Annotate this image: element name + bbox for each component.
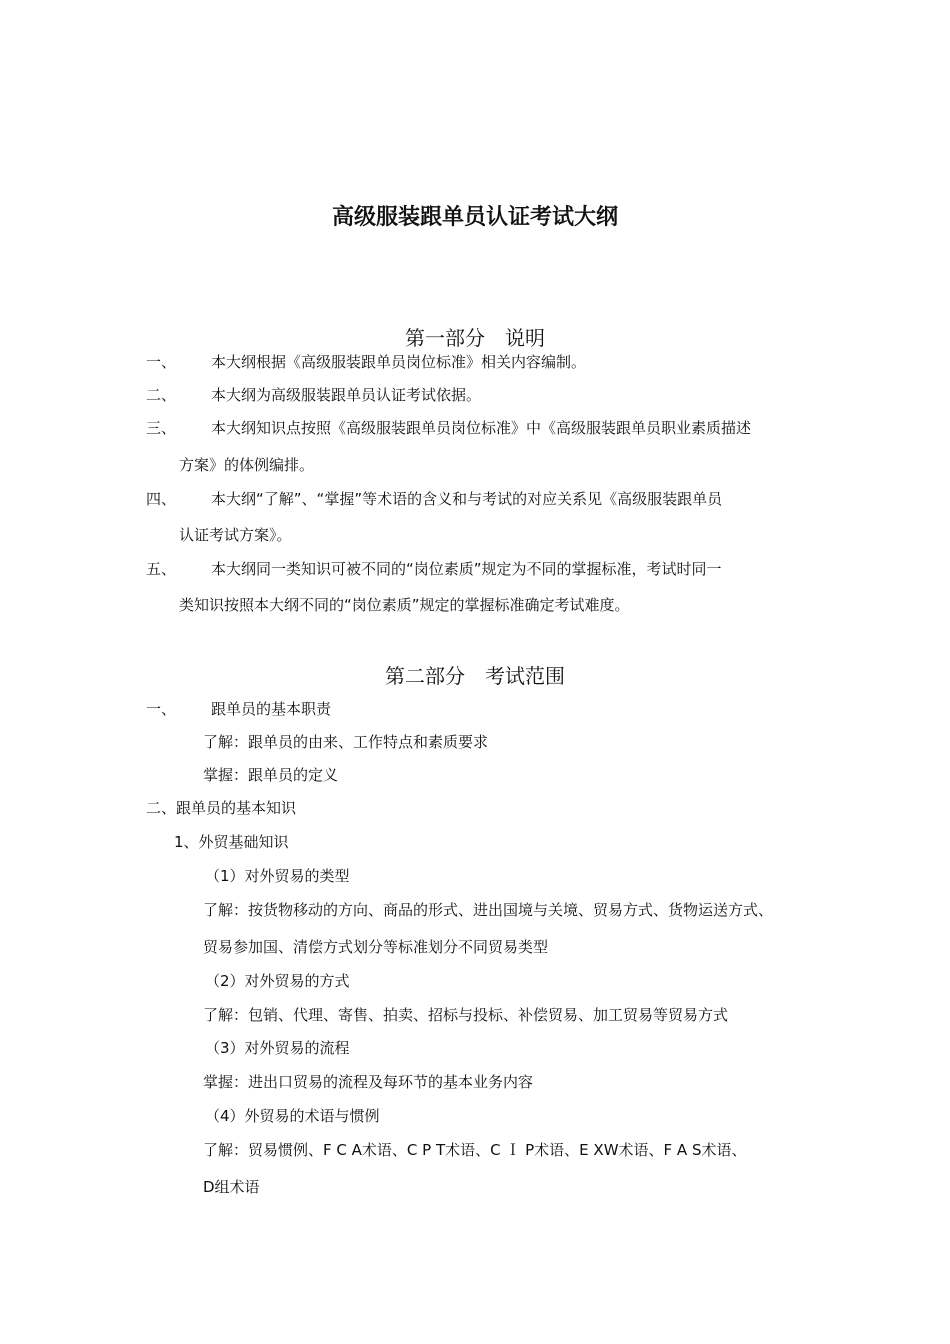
sub2-text-line1: 了解：包销、代理、寄售、拍卖、招标与投标、补偿贸易、加工贸易等贸易方式 <box>203 1006 729 1024</box>
document-title: 高级服装跟单员认证考试大纲 <box>331 205 618 230</box>
part1-item4-number: 四、 <box>146 490 177 508</box>
part1-item4-text-line1: 本大纲“了解”、“掌握”等术语的含义和与考试的对应关系见《高级服装跟单员 <box>211 490 723 508</box>
part1-item2-text: 本大纲为高级服装跟单员认证考试依据。 <box>211 386 482 404</box>
sub1-title: （1）对外贸易的类型 <box>205 867 350 885</box>
part2-section1-understand: 了解：跟单员的由来、工作特点和素质要求 <box>203 733 489 751</box>
part2-section1-title: 跟单员的基本职责 <box>211 700 332 718</box>
part2-section2-1-title: 1、外贸基础知识 <box>174 833 289 851</box>
part1-heading: 第一部分 说明 <box>405 326 545 350</box>
part2-section1-number: 一、 <box>146 700 177 718</box>
part1-item4-text-line2: 认证考试方案》。 <box>179 526 292 544</box>
part1-item5-text-line2: 类知识按照本大纲不同的“岗位素质”规定的掌握标准确定考试难度。 <box>179 596 630 614</box>
part2-heading: 第二部分 考试范围 <box>385 664 565 688</box>
part1-item3-number: 三、 <box>146 419 177 437</box>
sub3-text-line1: 掌握：进出口贸易的流程及每环节的基本业务内容 <box>203 1073 534 1091</box>
part2-section2-title: 二、跟单员的基本知识 <box>146 799 297 817</box>
part1-item5-number: 五、 <box>146 560 177 578</box>
sub4-title: （4）外贸易的术语与惯例 <box>205 1107 380 1125</box>
sub4-text-line2: D组术语 <box>203 1178 260 1196</box>
part1-item3-text-line2: 方案》的体例编排。 <box>179 456 315 474</box>
sub3-title: （3）对外贸易的流程 <box>205 1039 350 1057</box>
part1-item1-number: 一、 <box>146 353 177 371</box>
sub1-text-line2: 贸易参加国、清偿方式划分等标准划分不同贸易类型 <box>203 938 549 956</box>
part1-item5-text-line1: 本大纲同一类知识可被不同的“岗位素质”规定为不同的掌握标准，考试时同一 <box>211 560 722 578</box>
part1-item3-text-line1: 本大纲知识点按照《高级服装跟单员岗位标准》中《高级服装跟单员职业素质描述 <box>211 419 752 437</box>
part1-item1-text: 本大纲根据《高级服装跟单员岗位标准》相关内容编制。 <box>211 353 587 371</box>
sub1-text-line1: 了解：按货物移动的方向、商品的形式、进出国境与关境、贸易方式、货物运送方式、 <box>203 901 774 919</box>
part1-item2-number: 二、 <box>146 386 177 404</box>
sub2-title: （2）对外贸易的方式 <box>205 972 350 990</box>
sub4-text-line1: 了解：贸易惯例、F C A术语、C P T术语、C Ｉ P术语、E XW术语、F A S术语、 <box>203 1141 747 1159</box>
part2-section1-master: 掌握：跟单员的定义 <box>203 766 339 784</box>
